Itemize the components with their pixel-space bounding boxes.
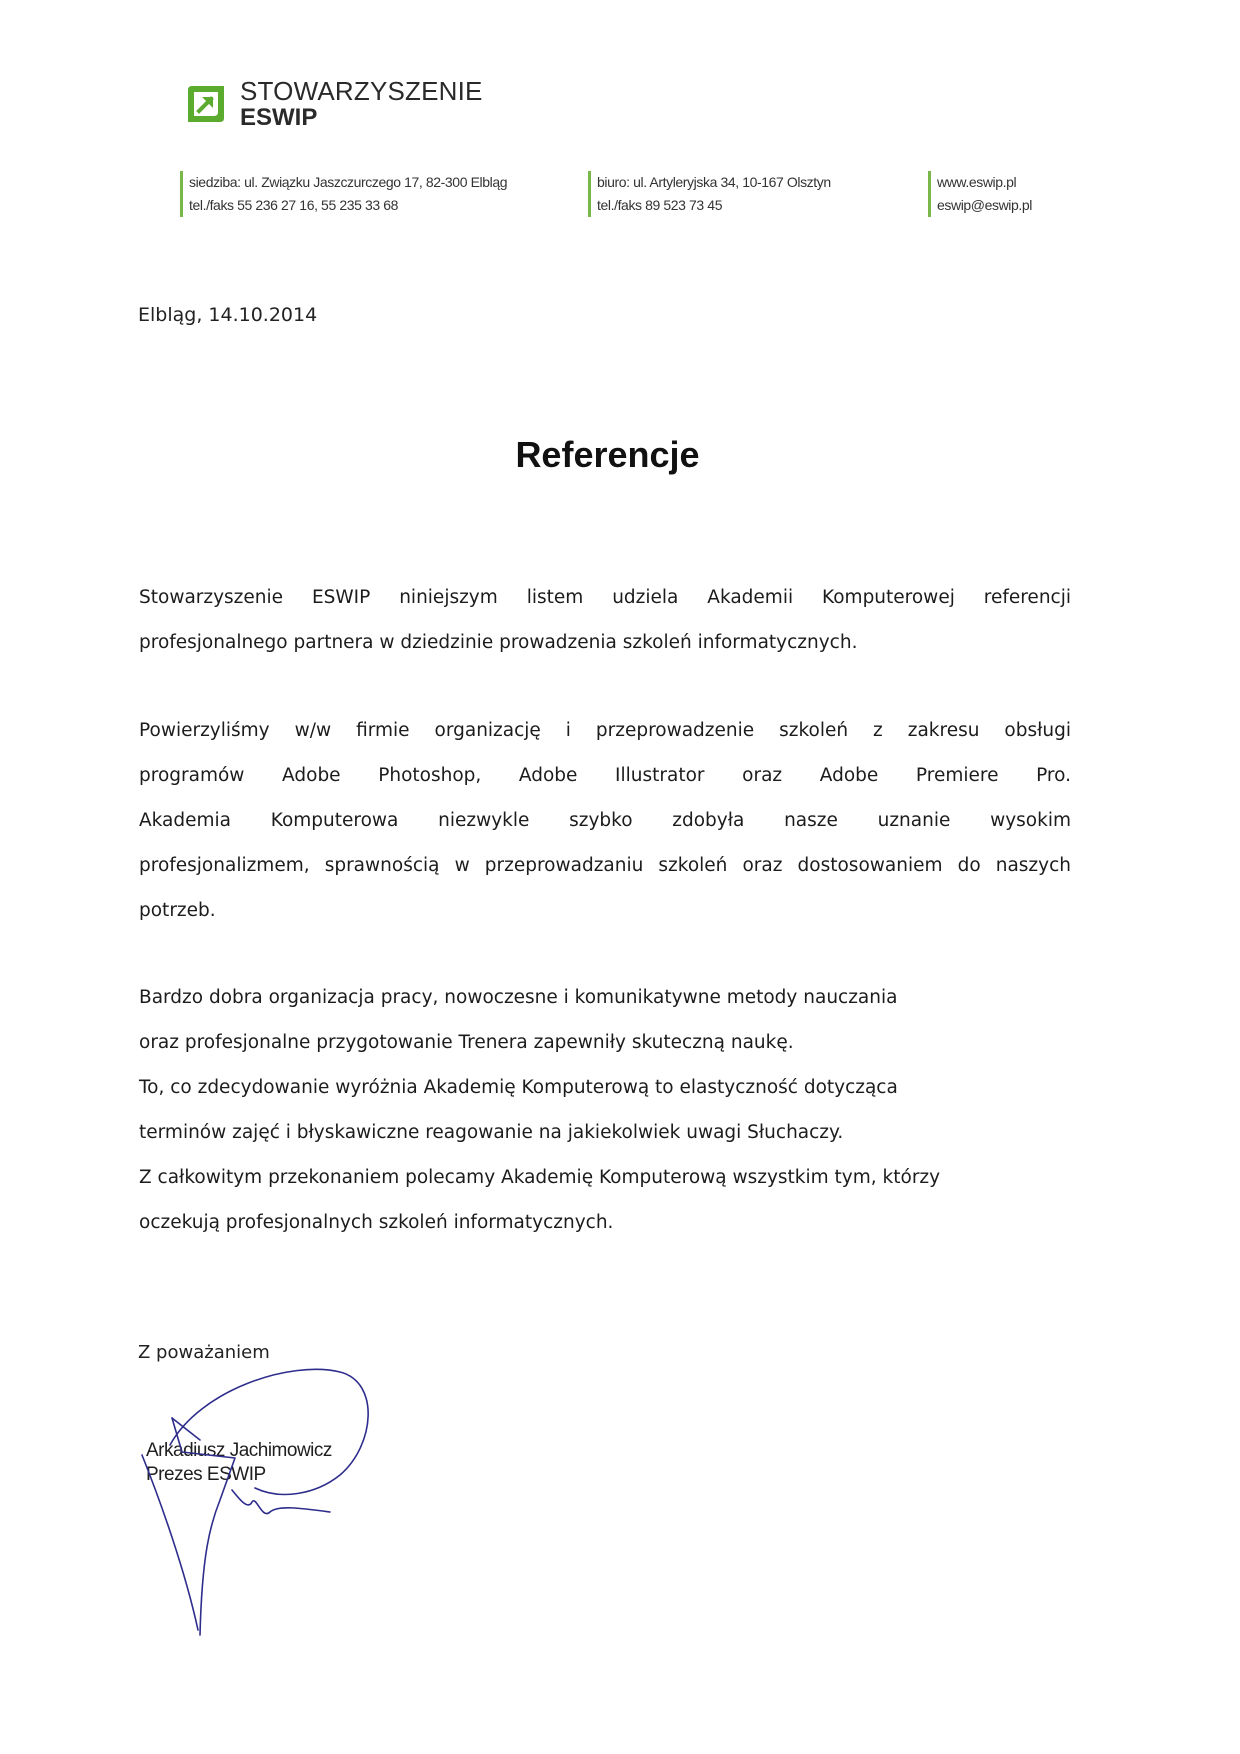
paragraph-line: oraz profesjonalne przygotowanie Trenera zapewniły skuteczną naukę. — [139, 1032, 794, 1053]
paragraph-line: potrzeb. — [139, 900, 216, 921]
office-address: biuro: ul. Artyleryjska 34, 10-167 Olsztyn — [597, 174, 831, 190]
contact-headquarters — [180, 171, 507, 217]
paragraph-line: oczekują profesjonalnych szkoleń informatycznych. — [139, 1212, 614, 1233]
logo-line-2: ESWIP — [240, 104, 318, 131]
paragraph-line: Powierzyliśmy w/w firmie organizację i przeprowadzenie szkoleń z zakresu obsługi — [139, 720, 1071, 741]
headquarters-address: siedziba: ul. Związku Jaszczurczego 17, 82-300 Elbląg — [189, 174, 508, 190]
website-link[interactable]: www.eswip.pl — [937, 174, 1017, 190]
eswip-logo — [184, 78, 483, 130]
paragraph-2 — [139, 708, 1071, 933]
paragraph-line: programów Adobe Photoshop, Adobe Illustrator oraz Adobe Premiere Pro. — [139, 765, 1071, 786]
paragraph-line: Stowarzyszenie ESWIP niniejszym listem udziela Akademii Komputerowej referencji — [139, 587, 1071, 608]
place-and-date: Elbląg, 14.10.2014 — [138, 304, 318, 326]
document-title: Referencje — [515, 434, 700, 475]
paragraph-1 — [139, 575, 1071, 665]
paragraph-line: Akademia Komputerowa niezwykle szybko zdobyła nasze uznanie wysokim — [139, 810, 1071, 831]
paragraph-line: Z całkowitym przekonaniem polecamy Akademię Komputerową wszystkim tym, którzy — [139, 1167, 941, 1188]
signer-title: Prezes ESWIP — [146, 1464, 266, 1485]
headquarters-phone: tel./faks 55 236 27 16, 55 235 33 68 — [189, 197, 398, 213]
handwritten-signature-icon — [140, 1350, 390, 1640]
arrow-up-right-square-icon — [184, 82, 228, 126]
closing-salutation: Z poważaniem — [138, 1342, 270, 1363]
paragraph-line: profesjonalnego partnera w dziedzinie prowadzenia szkoleń informatycznych. — [139, 632, 858, 653]
paragraph-3 — [139, 975, 1071, 1245]
office-phone: tel./faks 89 523 73 45 — [597, 197, 723, 213]
logo-line-1: STOWARZYSZENIE — [240, 76, 483, 106]
contact-web — [928, 171, 1032, 217]
signer-name: Arkadiusz Jachimowicz — [146, 1440, 332, 1461]
paragraph-line: To, co zdecydowanie wyróżnia Akademię Komputerową to elastyczność dotycząca — [139, 1077, 898, 1098]
paragraph-line: Bardzo dobra organizacja pracy, nowoczesne i komunikatywne metody nauczania — [139, 987, 898, 1008]
contact-office — [588, 171, 831, 217]
paragraph-line: profesjonalizmem, sprawnością w przeprowadzaniu szkoleń oraz dostosowaniem do naszych — [139, 855, 1071, 876]
paragraph-line: terminów zajęć i błyskawiczne reagowanie na jakiekolwiek uwagi Słuchaczy. — [139, 1122, 844, 1143]
email-link[interactable]: eswip@eswip.pl — [937, 197, 1032, 213]
signer — [146, 1439, 332, 1487]
